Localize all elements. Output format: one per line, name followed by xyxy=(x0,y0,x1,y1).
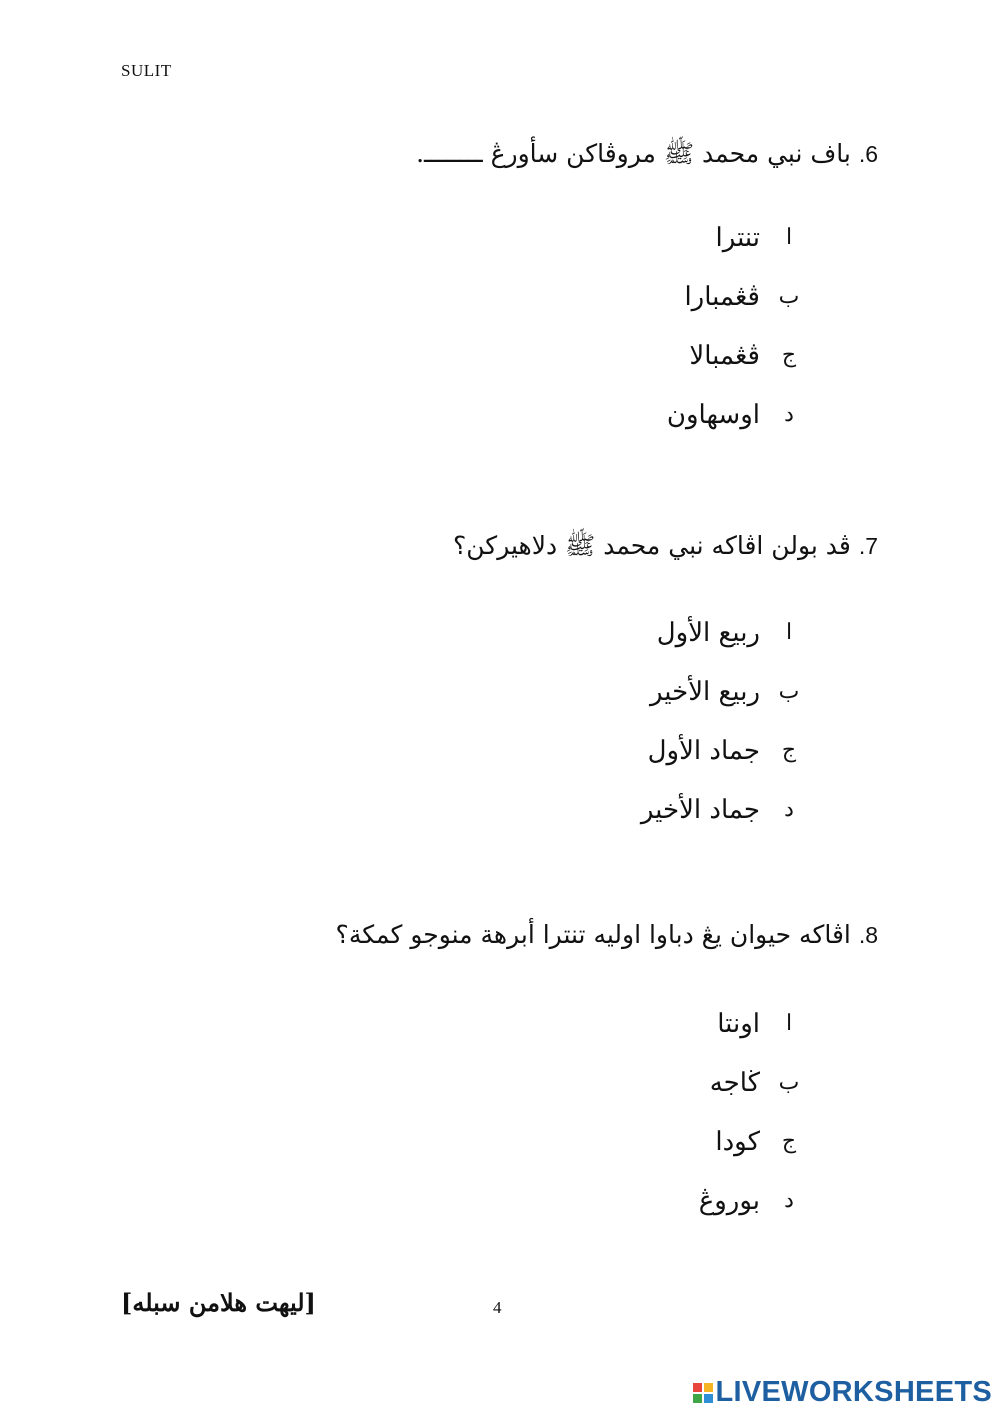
question-8-options xyxy=(699,994,814,1230)
option-letter: ا xyxy=(785,620,793,645)
option-8d[interactable] xyxy=(699,1171,814,1230)
option-text: اوسهاون xyxy=(666,399,760,430)
option-letter: ب xyxy=(778,679,800,704)
option-8b[interactable] xyxy=(699,1053,814,1112)
option-text: ڤڠمبالا xyxy=(689,340,760,371)
option-letter: ب xyxy=(778,284,800,309)
question-6-number: 6. xyxy=(858,141,878,167)
question-6-text: باف نبي محمد ﷺ مروڤاكن سأورڠ ــــــــ. xyxy=(416,139,851,168)
option-text: ربيع الأخير xyxy=(649,676,760,707)
option-text: ڤڠمبارا xyxy=(684,281,760,312)
option-text: كودا xyxy=(715,1126,760,1157)
brand-name: LIVEWORKSHEETS xyxy=(715,1376,992,1408)
logo-square xyxy=(693,1394,702,1403)
option-letter: د xyxy=(784,797,794,822)
option-7c[interactable] xyxy=(641,721,814,780)
next-page-label: [ليهت هلامن سبله] xyxy=(121,1288,316,1317)
page-number: 4 xyxy=(493,1298,502,1317)
option-7d[interactable] xyxy=(641,780,814,839)
option-letter: ج xyxy=(781,738,797,763)
question-7-options xyxy=(641,603,814,839)
option-7a[interactable] xyxy=(641,603,814,662)
option-8c[interactable] xyxy=(699,1112,814,1171)
option-letter: ب xyxy=(778,1070,800,1095)
option-8a[interactable] xyxy=(699,994,814,1053)
question-7 xyxy=(453,530,878,567)
option-6d[interactable] xyxy=(667,385,814,444)
liveworksheets-brand xyxy=(693,1376,993,1409)
option-text: جماد الأخير xyxy=(640,794,760,825)
question-8-text: اڤاكه حيوان يڠ دباوا اوليه تنترا أبرهة منوجو كمكة؟ xyxy=(335,920,851,949)
option-letter: ا xyxy=(785,1011,793,1036)
option-text: تنترا xyxy=(715,222,760,253)
option-7b[interactable] xyxy=(641,662,814,721)
option-letter: د xyxy=(784,1188,794,1213)
question-6-options xyxy=(667,208,814,444)
logo-square xyxy=(704,1394,713,1403)
option-text: ڬاجه xyxy=(709,1067,760,1098)
question-8-number: 8. xyxy=(858,922,878,948)
question-7-text: ڤد بولن اڤاكه نبي محمد ﷺ دلاهيركن؟ xyxy=(453,531,851,560)
document-label: SULIT xyxy=(121,61,172,80)
question-6 xyxy=(416,138,878,175)
option-text: ربيع الأول xyxy=(656,617,760,648)
option-text: جماد الأول xyxy=(647,735,760,766)
option-text: اونتا xyxy=(717,1008,760,1039)
liveworksheets-logo-icon xyxy=(693,1383,713,1403)
question-7-number: 7. xyxy=(858,533,878,559)
logo-square xyxy=(704,1383,713,1392)
logo-square xyxy=(693,1383,702,1392)
option-letter: ا xyxy=(785,225,793,250)
option-text: بوروڠ xyxy=(698,1185,760,1216)
question-8 xyxy=(336,920,878,949)
option-6a[interactable] xyxy=(667,208,814,267)
option-6b[interactable] xyxy=(667,267,814,326)
option-letter: ج xyxy=(781,343,797,368)
option-letter: د xyxy=(784,402,794,427)
option-letter: ج xyxy=(781,1129,797,1154)
option-6c[interactable] xyxy=(667,326,814,385)
